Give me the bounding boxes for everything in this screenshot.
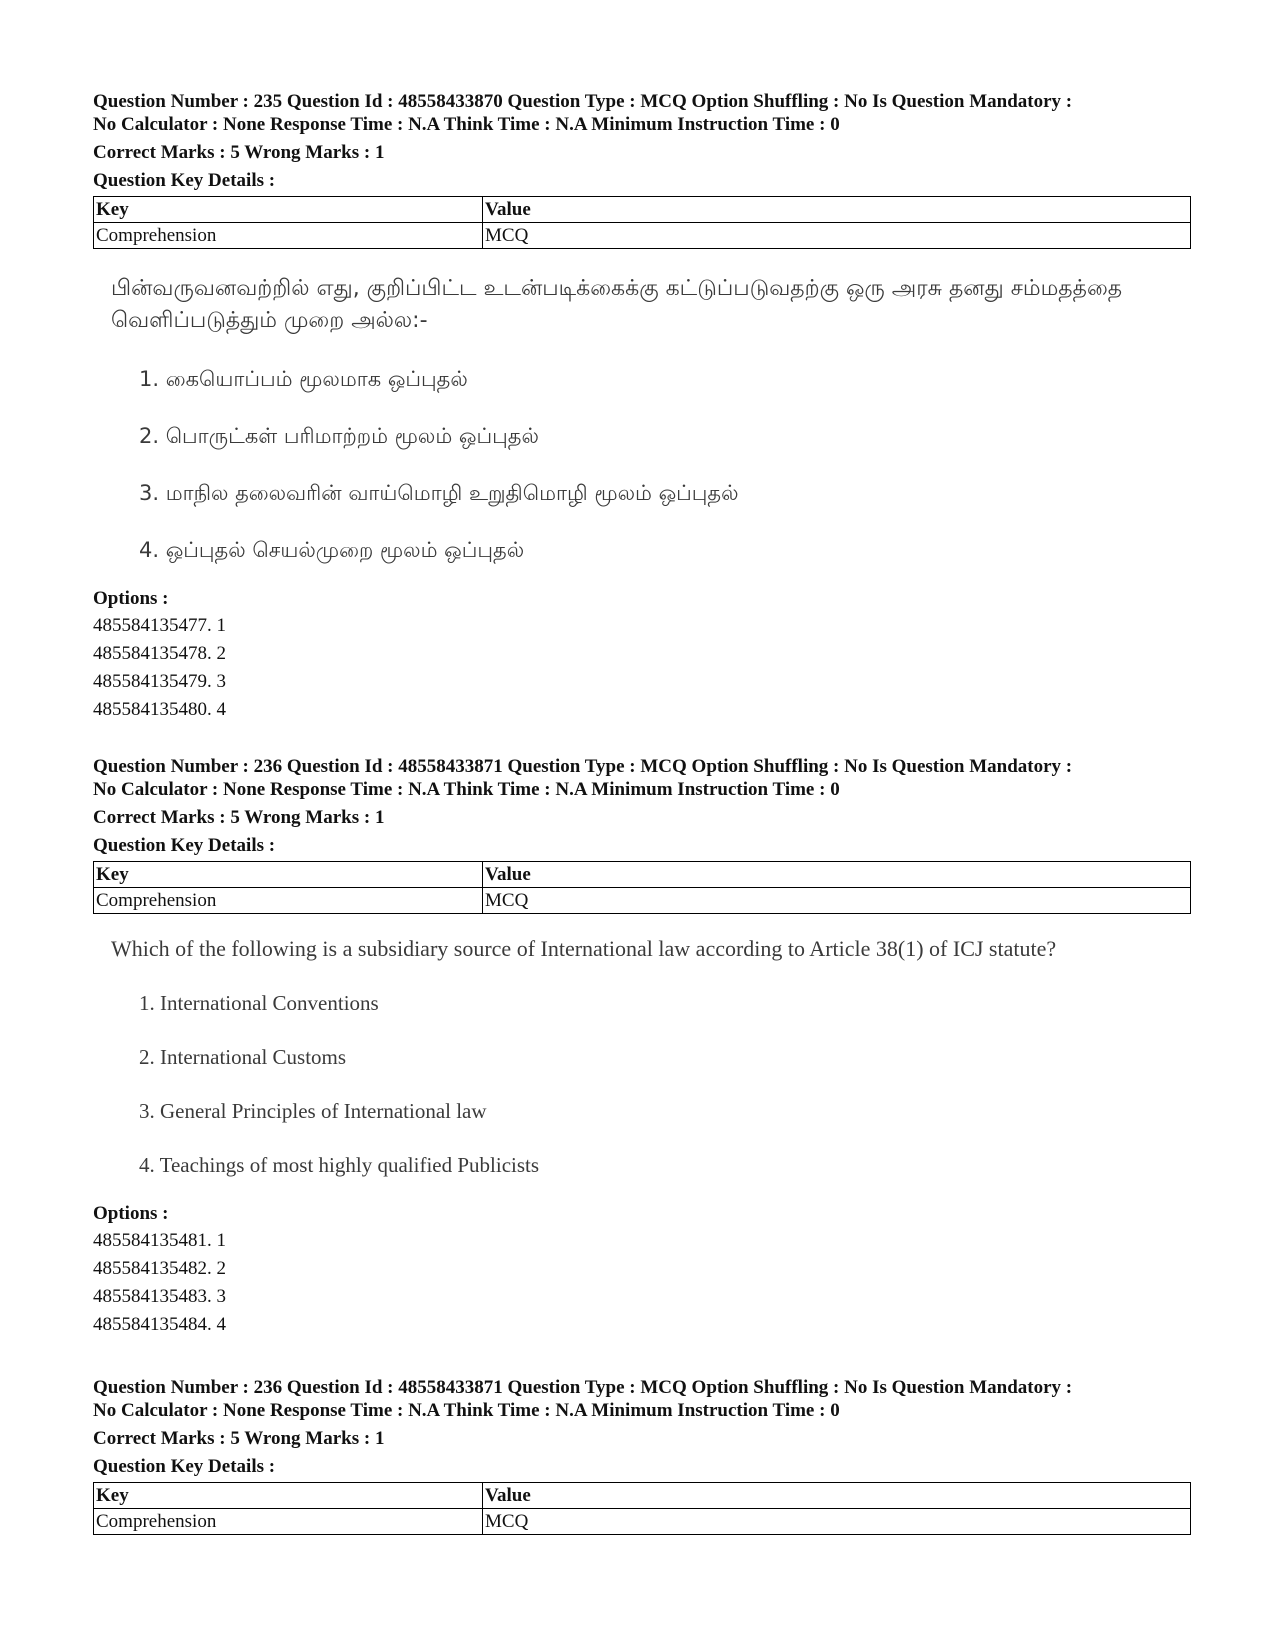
choice-list bbox=[93, 364, 1191, 565]
table-cell-value: MCQ bbox=[483, 888, 1191, 914]
question-meta-line: No Calculator : None Response Time : N.A Think Time : N.A Minimum Instruction Time : 0 bbox=[93, 1400, 840, 1421]
choice-item: 3. General Principles of International law bbox=[139, 1099, 487, 1123]
question-block-236 bbox=[93, 755, 1191, 1339]
marks-line: Correct Marks : 5 Wrong Marks : 1 bbox=[93, 1428, 385, 1449]
option-id-line: 485584135477. 1 bbox=[93, 615, 226, 636]
question-block-235 bbox=[93, 90, 1191, 724]
choice-item: 1. கையொப்பம் மூலமாக ஒப்புதல் bbox=[139, 367, 468, 391]
table-header-row bbox=[94, 197, 1191, 223]
question-meta-line: Question Number : 235 Question Id : 48558433870 Question Type : MCQ Option Shuffling : No Is Question Mandatory : bbox=[93, 91, 1073, 112]
options-label: Options : bbox=[93, 1203, 169, 1224]
table-header-value: Value bbox=[483, 197, 1191, 223]
table-row bbox=[94, 223, 1191, 249]
question-meta-line: Question Number : 236 Question Id : 48558433871 Question Type : MCQ Option Shuffling : No Is Question Mandatory : bbox=[93, 756, 1073, 777]
option-id-line: 485584135484. 4 bbox=[93, 1314, 226, 1335]
choice-item: 4. Teachings of most highly qualified Publicists bbox=[139, 1153, 540, 1177]
table-cell-key: Comprehension bbox=[94, 888, 483, 914]
table-header-key: Key bbox=[94, 862, 483, 888]
key-details-table bbox=[93, 861, 1191, 914]
table-header-value: Value bbox=[483, 1483, 1191, 1509]
table-row bbox=[94, 888, 1191, 914]
table-cell-value: MCQ bbox=[483, 1509, 1191, 1535]
key-details-table bbox=[93, 1482, 1191, 1535]
table-header-key: Key bbox=[94, 1483, 483, 1509]
option-id-line: 485584135483. 3 bbox=[93, 1286, 226, 1307]
table-cell-key: Comprehension bbox=[94, 223, 483, 249]
question-block-236-repeat bbox=[93, 1376, 1191, 1535]
key-details-table bbox=[93, 196, 1191, 249]
choice-item: 2. International Customs bbox=[139, 1045, 347, 1069]
choice-item: 3. மாநில தலைவரின் வாய்மொழி உறுதிமொழி மூலம் ஒப்புதல் bbox=[139, 481, 739, 505]
key-details-label: Question Key Details : bbox=[93, 1456, 276, 1477]
option-id-line: 485584135479. 3 bbox=[93, 671, 226, 692]
choice-list bbox=[93, 988, 1191, 1180]
table-header-key: Key bbox=[94, 197, 483, 223]
table-cell-key: Comprehension bbox=[94, 1509, 483, 1535]
options-label: Options : bbox=[93, 588, 169, 609]
option-id-line: 485584135478. 2 bbox=[93, 643, 226, 664]
table-header-value: Value bbox=[483, 862, 1191, 888]
option-id-line: 485584135481. 1 bbox=[93, 1230, 226, 1251]
option-id-line: 485584135480. 4 bbox=[93, 699, 226, 720]
question-meta-line: Question Number : 236 Question Id : 48558433871 Question Type : MCQ Option Shuffling : No Is Question Mandatory : bbox=[93, 1377, 1073, 1398]
marks-line: Correct Marks : 5 Wrong Marks : 1 bbox=[93, 142, 385, 163]
key-details-label: Question Key Details : bbox=[93, 835, 276, 856]
question-meta-line: No Calculator : None Response Time : N.A Think Time : N.A Minimum Instruction Time : 0 bbox=[93, 114, 840, 135]
choice-item: 2. பொருட்கள் பரிமாற்றம் மூலம் ஒப்புதல் bbox=[139, 424, 539, 448]
table-header-row bbox=[94, 862, 1191, 888]
table-header-row bbox=[94, 1483, 1191, 1509]
choice-item: 1. International Conventions bbox=[139, 991, 379, 1015]
marks-line: Correct Marks : 5 Wrong Marks : 1 bbox=[93, 807, 385, 828]
table-cell-value: MCQ bbox=[483, 223, 1191, 249]
question-stem: Which of the following is a subsidiary source of International law according to Article 38(1) of ICJ statute? bbox=[111, 936, 1057, 961]
key-details-label: Question Key Details : bbox=[93, 170, 276, 191]
question-meta-line: No Calculator : None Response Time : N.A Think Time : N.A Minimum Instruction Time : 0 bbox=[93, 779, 840, 800]
choice-item: 4. ஒப்புதல் செயல்முறை மூலம் ஒப்புதல் bbox=[139, 538, 525, 562]
question-stem: பின்வருவனவற்றில் எது, குறிப்பிட்ட உடன்படிக்கைக்கு கட்டுப்படுவதற்கு ஒரு அரசு தனது சம்மதத்தை வெளிப்படுத்தும் முறை அல்ல:- bbox=[111, 276, 1123, 333]
table-row bbox=[94, 1509, 1191, 1535]
option-id-line: 485584135482. 2 bbox=[93, 1258, 226, 1279]
